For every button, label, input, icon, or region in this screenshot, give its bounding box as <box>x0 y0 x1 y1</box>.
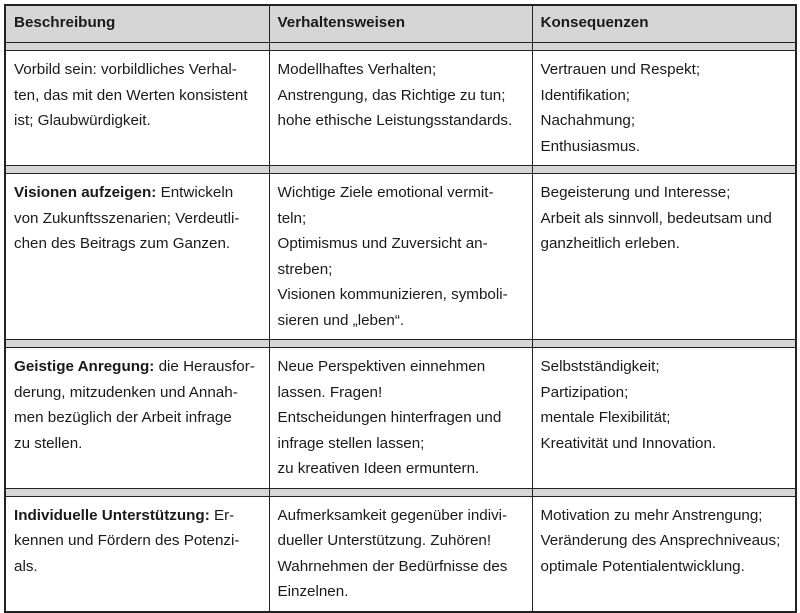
header-verhaltensweisen: Verhaltensweisen <box>269 5 532 43</box>
cell-line: kennen und Fördern des Potenzi- <box>14 532 240 549</box>
cell-konsequenzen <box>532 348 796 489</box>
cell-line: Visionen kommunizieren, symboli- <box>277 286 508 303</box>
cell-verhaltensweisen <box>269 174 532 340</box>
cell-beschreibung <box>5 496 269 612</box>
cell-beschreibung <box>5 348 269 489</box>
cell-line: Begeisterung und Interesse; <box>540 184 731 201</box>
cell-line: zu stellen. <box>14 434 83 452</box>
cell-line: mentale Flexibilität; <box>540 409 671 426</box>
table-row <box>5 348 796 489</box>
term-rest: Entwickeln <box>156 184 234 201</box>
cell-line: als. <box>14 557 38 575</box>
row-separator <box>5 166 796 174</box>
cell-line: Modellhaftes Verhalten; <box>277 61 437 78</box>
cell-line: Arbeit als sinnvoll, bedeutsam und <box>540 209 772 227</box>
table-row <box>5 174 796 340</box>
row-separator <box>5 43 796 51</box>
cell-line: ten, das mit den Werten konsistent <box>14 86 248 104</box>
cell-line: ist; Glaubwürdigkeit. <box>14 112 151 129</box>
cell-line: Aufmerksamkeit gegenüber indivi- <box>277 506 508 524</box>
header-beschreibung: Beschreibung <box>5 5 269 43</box>
cell-line: Neue Perspektiven einnehmen <box>277 358 486 375</box>
leadership-table <box>4 4 797 613</box>
term-label: Individuelle Unterstützung: <box>14 506 210 524</box>
cell-line: Selbstständigkeit; <box>540 358 660 375</box>
table-row <box>5 51 796 166</box>
cell-line: sieren und „leben“. <box>277 311 405 329</box>
cell-line: Vorbild sein: vorbildliches Verhal- <box>14 61 237 78</box>
cell-line: Vertrauen und Respekt; <box>540 61 701 78</box>
cell-line: Entscheidungen hinterfragen und <box>277 409 502 426</box>
term-label: Geistige Anregung: <box>14 358 155 375</box>
cell-verhaltensweisen <box>269 348 532 489</box>
cell-konsequenzen <box>532 496 796 612</box>
term-rest: die Herausfor- <box>154 358 255 375</box>
cell-line: optimale Potentialentwicklung. <box>540 557 745 575</box>
cell-line: Identifikation; <box>540 86 630 104</box>
cell-konsequenzen <box>532 51 796 166</box>
table-row <box>5 496 796 612</box>
cell-verhaltensweisen <box>269 496 532 612</box>
term-rest: Er- <box>209 506 235 524</box>
cell-verhaltensweisen <box>269 51 532 166</box>
cell-line <box>14 180 262 206</box>
cell-line: von Zukunftsszenarien; Verdeutli- <box>14 209 240 227</box>
cell-line: Partizipation; <box>540 383 629 401</box>
cell-line: infrage stellen lassen; <box>277 434 425 452</box>
cell-line: lassen. Fragen! <box>277 383 383 401</box>
header-row <box>5 5 796 43</box>
cell-beschreibung <box>5 174 269 340</box>
cell-konsequenzen <box>532 174 796 340</box>
cell-line: Wichtige Ziele emotional vermit- <box>277 184 494 201</box>
cell-line: dueller Unterstützung. Zuhören! <box>277 532 492 549</box>
header-konsequenzen: Konsequenzen <box>532 5 796 43</box>
cell-line: hohe ethische Leistungsstandards. <box>277 112 513 129</box>
row-separator <box>5 340 796 348</box>
term-label: Visionen aufzeigen: <box>14 184 157 201</box>
cell-line: chen des Beitrags zum Ganzen. <box>14 235 231 252</box>
cell-line: teln; <box>277 209 307 227</box>
cell-line: Motivation zu mehr Anstrengung; <box>540 506 763 524</box>
cell-line: zu kreativen Ideen ermuntern. <box>277 460 480 477</box>
cell-beschreibung <box>5 51 269 166</box>
cell-line: streben; <box>277 260 333 278</box>
cell-line <box>14 503 262 529</box>
cell-line: ganzheitlich erleben. <box>540 235 680 252</box>
cell-line: Wahrnehmen der Bedürfnisse des <box>277 557 508 575</box>
cell-line <box>14 354 262 380</box>
cell-line: Veränderung des Ansprechniveaus; <box>540 532 781 549</box>
cell-line: Nachahmung; <box>540 112 636 129</box>
cell-line: Anstrengung, das Richtige zu tun; <box>277 86 506 104</box>
row-separator <box>5 488 796 496</box>
cell-line: men bezüglich der Arbeit infrage <box>14 409 232 426</box>
cell-line: derung, mitzudenken und Annah- <box>14 383 238 401</box>
cell-line: Kreativität und Innovation. <box>540 434 717 452</box>
cell-line: Optimismus und Zuversicht an- <box>277 235 488 252</box>
cell-line: Enthusiasmus. <box>540 137 641 155</box>
cell-line: Einzelnen. <box>277 583 349 600</box>
